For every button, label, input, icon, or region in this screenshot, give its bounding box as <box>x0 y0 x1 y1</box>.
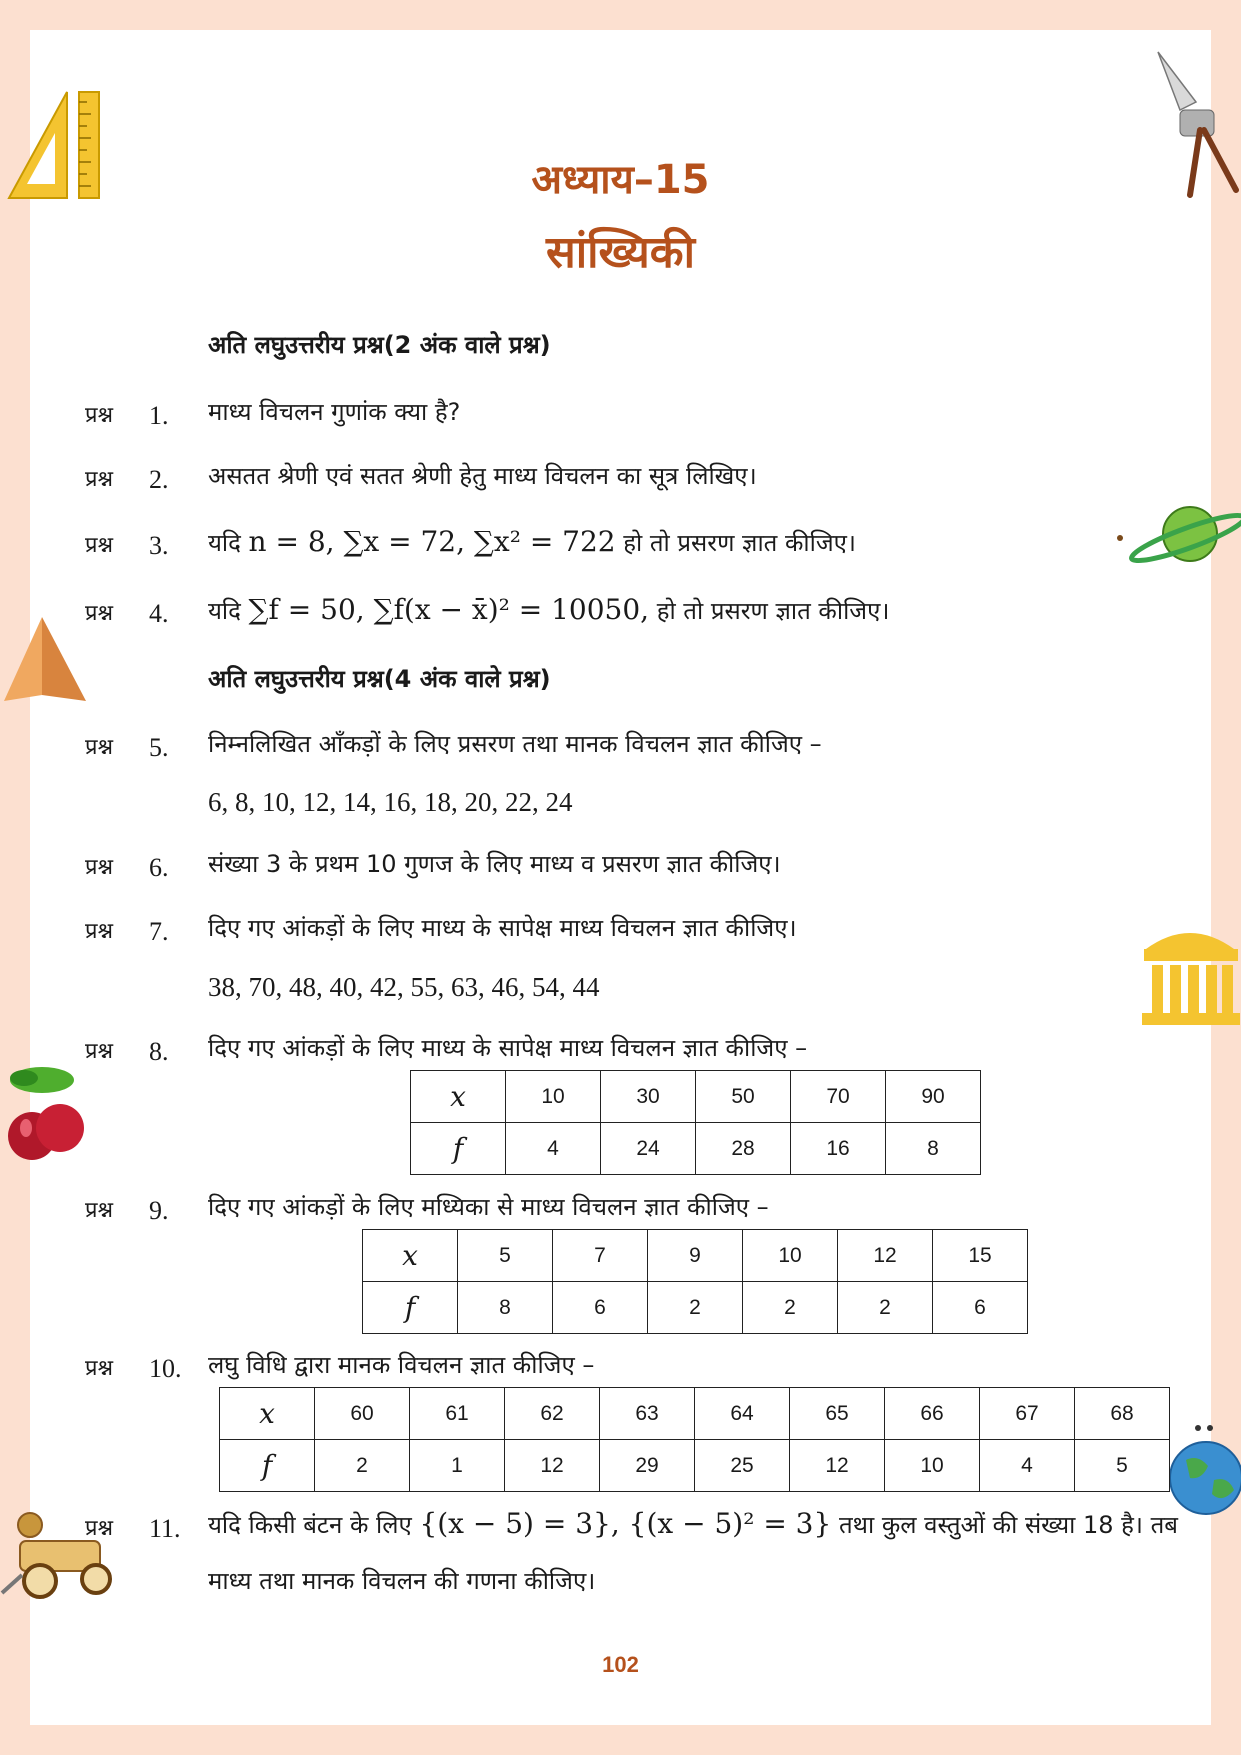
page-number: 102 <box>602 1652 639 1677</box>
table-cell: 9 <box>648 1230 743 1282</box>
table-header-f: f <box>411 1123 506 1175</box>
table-cell: 25 <box>695 1440 790 1492</box>
question-number: 1. <box>149 401 169 430</box>
table-row-x <box>411 1071 981 1123</box>
table-row-x <box>220 1388 1170 1440</box>
table-row-x <box>363 1230 1028 1282</box>
table-cell: 61 <box>410 1388 505 1440</box>
question-prefix: यदि <box>208 597 241 625</box>
table-cell: 66 <box>885 1388 980 1440</box>
table-cell: 8 <box>886 1123 981 1175</box>
table-cell: 6 <box>933 1282 1028 1334</box>
cherry-fruit-icon <box>2 1060 86 1165</box>
question-label: प्रश्न <box>85 1039 114 1064</box>
table-cell: 28 <box>696 1123 791 1175</box>
table-row-f <box>220 1440 1170 1492</box>
question-text: निम्नलिखित आँकड़ों के लिए प्रसरण तथा मानक विचलन ज्ञात कीजिए – <box>208 730 822 758</box>
table-cell: 62 <box>505 1388 600 1440</box>
table-cell: 68 <box>1075 1388 1170 1440</box>
table-cell: 2 <box>315 1440 410 1492</box>
table-row-f <box>411 1123 981 1175</box>
table-cell: 16 <box>791 1123 886 1175</box>
question-text: माध्य विचलन गुणांक क्या है? <box>208 398 461 426</box>
question-number: 2. <box>149 465 169 494</box>
data-list-q7: 38, 70, 48, 40, 42, 55, 63, 46, 54, 44 <box>208 972 600 1002</box>
table-cell: 70 <box>791 1071 886 1123</box>
question-number: 7. <box>149 917 169 946</box>
table-cell: 2 <box>838 1282 933 1334</box>
table-cell: 4 <box>506 1123 601 1175</box>
frequency-table-q9 <box>362 1229 1028 1334</box>
table-cell: 10 <box>885 1440 980 1492</box>
question-text: दिए गए आंकड़ों के लिए माध्य के सापेक्ष माध्य विचलन ज्ञात कीजिए। <box>208 914 797 942</box>
question-label: प्रश्न <box>85 855 114 880</box>
chapter-title: अध्याय–15 <box>531 157 710 203</box>
table-cell: 1 <box>410 1440 505 1492</box>
question-label: प्रश्न <box>85 1198 114 1223</box>
question-label: प्रश्न <box>85 467 114 492</box>
question-text: दिए गए आंकड़ों के लिए माध्य के सापेक्ष माध्य विचलन ज्ञात कीजिए – <box>208 1034 808 1062</box>
question-text <box>208 1496 1208 1609</box>
table-header-f: f <box>363 1282 458 1334</box>
question-number: 3. <box>149 531 169 560</box>
chapter-subtitle: सांख्यिकी <box>546 227 695 278</box>
table-cell: 5 <box>458 1230 553 1282</box>
table-cell: 12 <box>790 1440 885 1492</box>
question-number: 8. <box>149 1037 169 1066</box>
table-header-f: f <box>220 1440 315 1492</box>
question-prefix: यदि <box>208 529 241 557</box>
table-cell: 12 <box>838 1230 933 1282</box>
table-cell: 10 <box>743 1230 838 1282</box>
table-cell: 50 <box>696 1071 791 1123</box>
math-expression: {(x − 5) = 3}, {(x − 5)² = 3} <box>419 1507 832 1540</box>
math-expression: ∑f = 50, ∑f(x − x̄)² = 10050, <box>248 593 650 626</box>
table-row-f <box>363 1282 1028 1334</box>
question-text: संख्या 3 के प्रथम 10 गुणज के लिए माध्य व प्रसरण ज्ञात कीजिए। <box>208 850 781 878</box>
table-cell: 63 <box>600 1388 695 1440</box>
table-cell: 2 <box>648 1282 743 1334</box>
question-label: प्रश्न <box>85 601 114 626</box>
question-number: 5. <box>149 733 169 762</box>
question-label: प्रश्न <box>85 919 114 944</box>
table-cell: 7 <box>553 1230 648 1282</box>
question-text: लघु विधि द्वारा मानक विचलन ज्ञात कीजिए – <box>208 1351 595 1379</box>
question-text <box>208 525 856 560</box>
table-header-x: x <box>220 1388 315 1440</box>
section-heading-4-marks: अति लघुउत्तरीय प्रश्न(4 अंक वाले प्रश्न) <box>208 665 551 693</box>
table-cell: 8 <box>458 1282 553 1334</box>
question-text <box>208 593 889 628</box>
table-cell: 64 <box>695 1388 790 1440</box>
table-cell: 12 <box>505 1440 600 1492</box>
question-label: प्रश्न <box>85 1516 114 1541</box>
table-cell: 30 <box>601 1071 696 1123</box>
math-expression: n = 8, ∑x = 72, ∑x² = 722 <box>248 525 616 558</box>
question-label: प्रश्न <box>85 735 114 760</box>
question-suffix: हो तो प्रसरण ज्ञात कीजिए। <box>656 597 890 625</box>
question-number: 9. <box>149 1196 169 1225</box>
table-cell: 4 <box>980 1440 1075 1492</box>
question-number: 10. <box>149 1354 182 1383</box>
question-number: 11. <box>149 1514 181 1543</box>
question-number: 4. <box>149 599 169 628</box>
greek-temple-icon <box>1140 915 1241 1027</box>
frequency-table-q10 <box>219 1387 1170 1492</box>
table-cell: 65 <box>790 1388 885 1440</box>
table-cell: 60 <box>315 1388 410 1440</box>
question-text: असतत श्रेणी एवं सतत श्रेणी हेतु माध्य विचलन का सूत्र लिखिए। <box>208 462 757 490</box>
question-label: प्रश्न <box>85 403 114 428</box>
question-prefix: यदि किसी बंटन के लिए <box>208 1511 412 1539</box>
table-cell: 24 <box>601 1123 696 1175</box>
question-label: प्रश्न <box>85 533 114 558</box>
table-header-x: x <box>411 1071 506 1123</box>
pyramid-icon <box>0 615 90 705</box>
question-text: दिए गए आंकड़ों के लिए मध्यिका से माध्य विचलन ज्ञात कीजिए – <box>208 1193 769 1221</box>
question-suffix: हो तो प्रसरण ज्ञात कीजिए। <box>623 529 857 557</box>
table-cell: 10 <box>506 1071 601 1123</box>
data-list-q5: 6, 8, 10, 12, 14, 16, 18, 20, 22, 24 <box>208 787 573 817</box>
table-cell: 2 <box>743 1282 838 1334</box>
table-cell: 6 <box>553 1282 648 1334</box>
table-cell: 67 <box>980 1388 1075 1440</box>
table-cell: 29 <box>600 1440 695 1492</box>
saturn-planet-icon <box>1110 498 1241 570</box>
question-label: प्रश्न <box>85 1356 114 1381</box>
table-cell: 5 <box>1075 1440 1170 1492</box>
frequency-table-q8 <box>410 1070 981 1175</box>
table-cell: 90 <box>886 1071 981 1123</box>
question-suffix: तथा कुल वस्तुओं की संख्या 18 है। तब माध्य तथा मानक विचलन की गणना कीजिए। <box>208 1511 1178 1595</box>
table-header-x: x <box>363 1230 458 1282</box>
question-number: 6. <box>149 853 169 882</box>
table-cell: 15 <box>933 1230 1028 1282</box>
section-heading-2-marks: अति लघुउत्तरीय प्रश्न(2 अंक वाले प्रश्न) <box>208 331 551 359</box>
